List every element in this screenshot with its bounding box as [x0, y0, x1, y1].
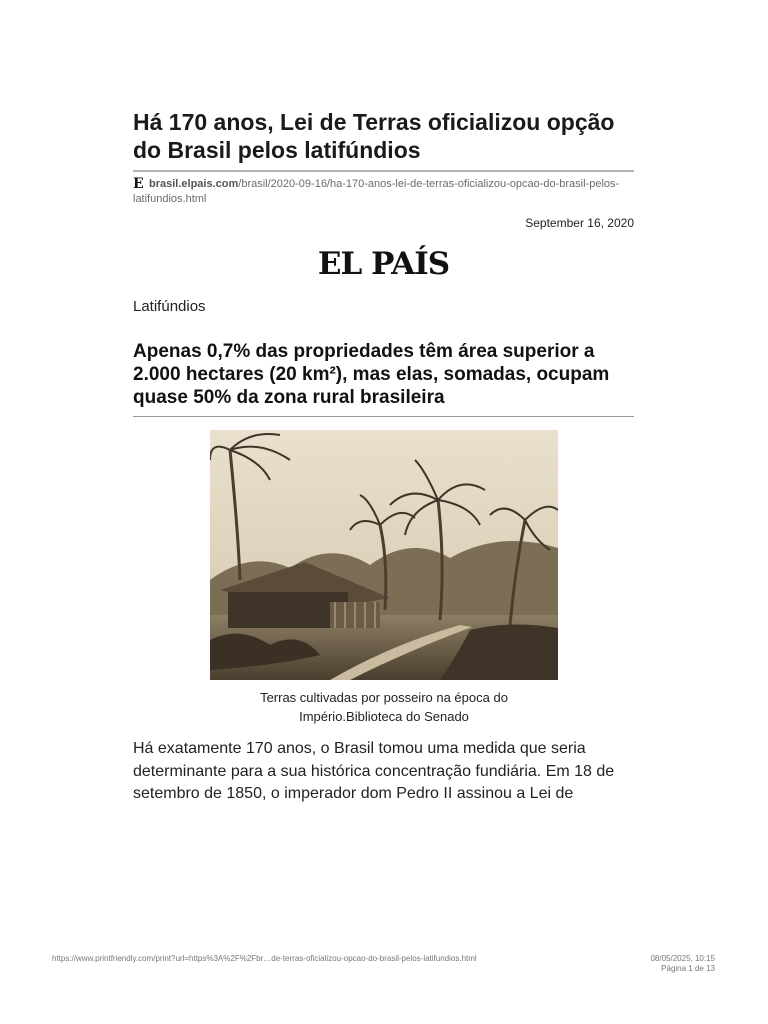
el-pais-e-icon: E [133, 176, 144, 192]
publish-date: September 16, 2020 [525, 216, 634, 230]
footer-meta [650, 954, 715, 974]
section-kicker: Latifúndios [133, 298, 206, 315]
title-divider [133, 170, 634, 172]
article-title: Há 170 anos, Lei de Terras oficializou opção do Brasil pelos latifúndios [133, 109, 615, 163]
footer-datetime: 08/05/2025, 10:15 [650, 954, 715, 963]
source-host: brasil.elpais.com [149, 178, 239, 190]
image-caption: Terras cultivadas por posseiro na época do Império.Biblioteca do Senado [260, 690, 508, 724]
source-link[interactable] [133, 177, 634, 207]
subtitle-divider [133, 416, 634, 417]
article-subtitle: Apenas 0,7% das propriedades têm área superior a 2.000 hectares (20 km²), mas elas, somadas, ocupam quase 50% da zona rural brasileira [133, 341, 610, 408]
article-photo [210, 430, 558, 680]
footer-page-number: Página 1 de 13 [661, 964, 715, 973]
footer-url: https://www.printfriendly.com/print?url=https%3A%2F%2Fbr…de-terras-oficializou-opcao-do-brasil-pelos-latifundios.html [52, 954, 477, 963]
el-pais-logo: EL PAÍS [317, 246, 450, 282]
body-paragraph: Há exatamente 170 anos, o Brasil tomou uma medida que seria determinante para a sua histórica concentração fundiária. Em 18 de setembro de 1850, o imperador dom Pedro II assinou a Lei de [133, 740, 615, 802]
source-path: /brasil/2020-09-16/ha-170-anos-lei-de-terras-oficializou-opcao-do-brasil-pelos-latifundios.html [133, 178, 620, 205]
